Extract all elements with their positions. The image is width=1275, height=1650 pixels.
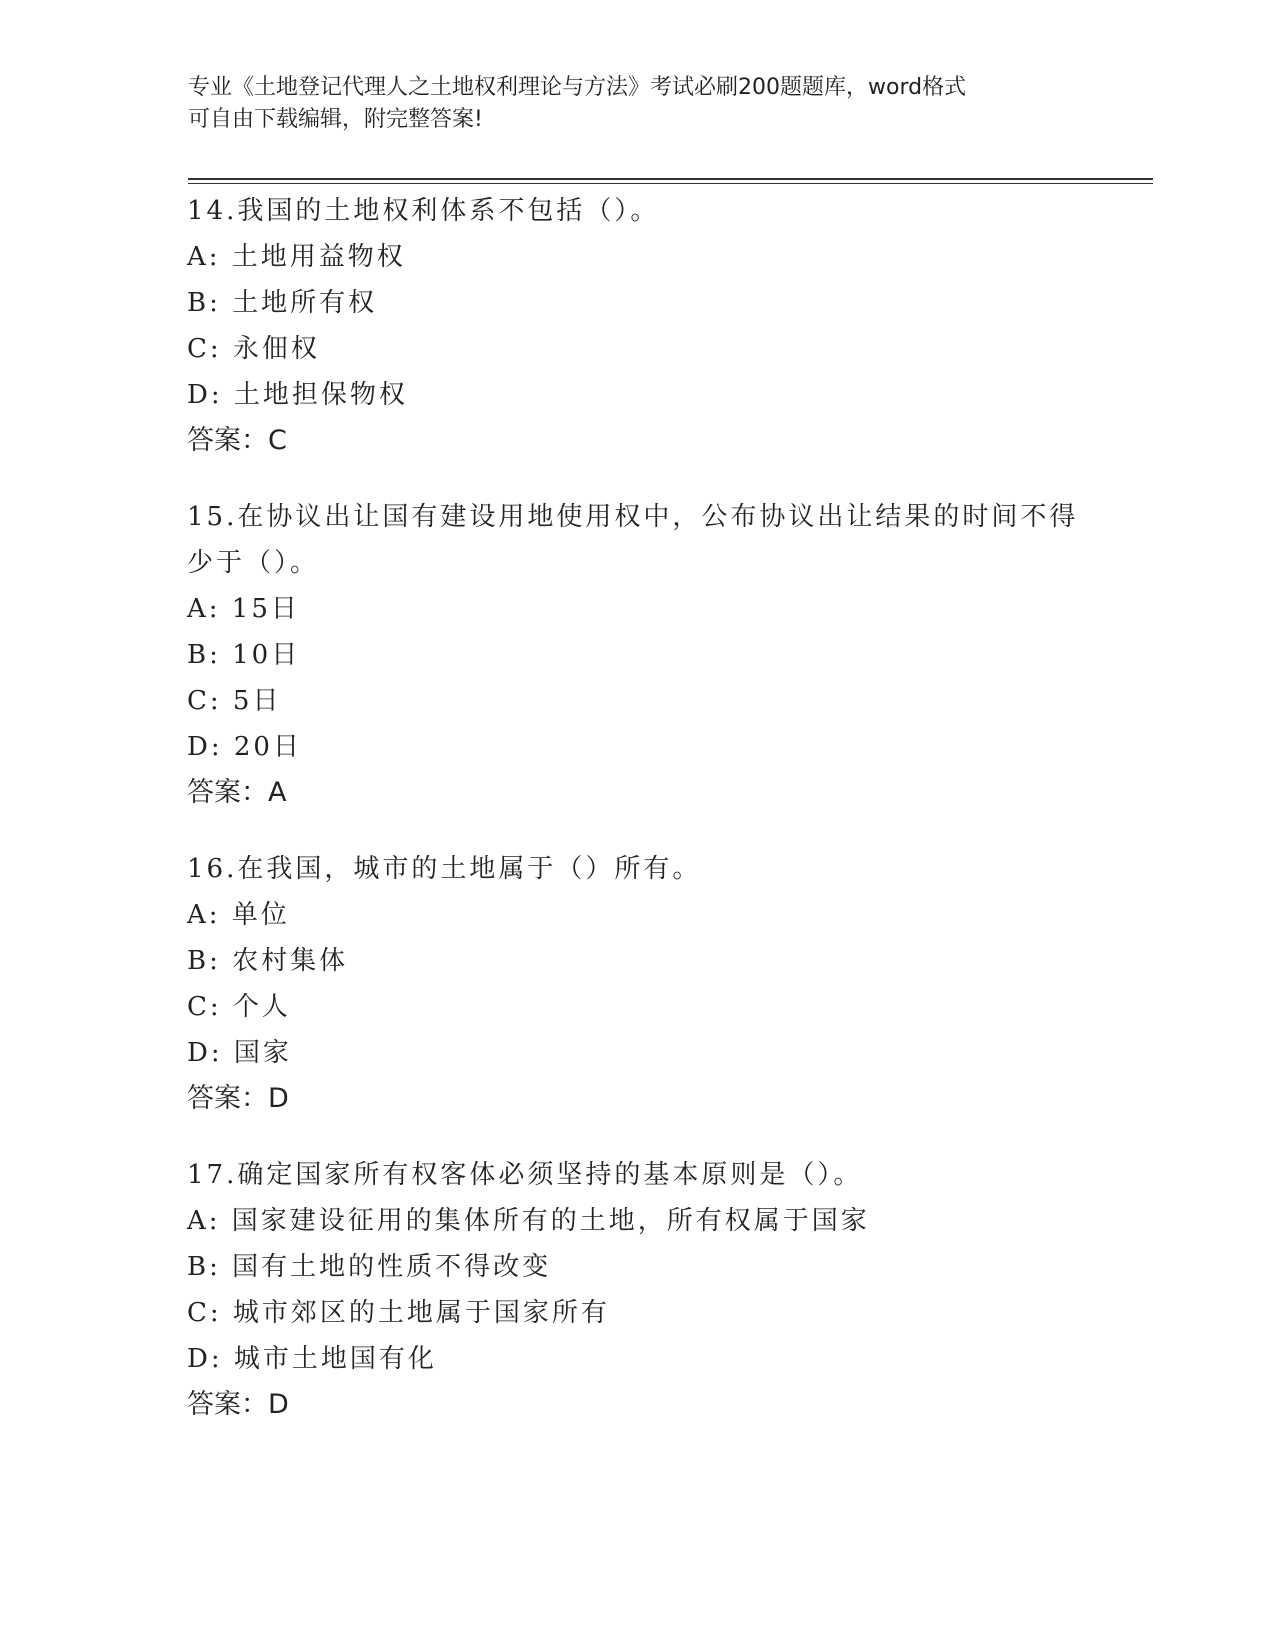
option-c: C: 5日	[187, 686, 282, 716]
option-a: A: 15日	[187, 594, 300, 624]
option-d: D: 国家	[187, 1038, 292, 1068]
option-c: C: 城市郊区的土地属于国家所有	[187, 1298, 610, 1328]
option-a: A: 土地用益物权	[187, 242, 406, 272]
option-b: B: 农村集体	[187, 946, 349, 976]
option-c: C: 永佃权	[187, 334, 320, 364]
question-stem: 16.在我国，城市的土地属于（）所有。	[187, 854, 702, 884]
option-b: B: 10日	[187, 640, 301, 670]
question-stem: 14.我国的土地权利体系不包括（）。	[187, 196, 660, 226]
answer-line: 答案：A	[187, 777, 287, 808]
option-b: B: 土地所有权	[187, 288, 378, 318]
question-stem-line-1: 15.在协议出让国有建设用地使用权中，公布协议出让结果的时间不得	[187, 502, 1079, 532]
option-d: D: 20日	[187, 732, 302, 762]
option-d: D: 土地担保物权	[187, 380, 408, 410]
question-stem-line-2: 少于（）。	[187, 548, 320, 578]
option-b: B: 国有土地的性质不得改变	[187, 1252, 552, 1282]
question-15	[187, 494, 1087, 816]
question-stem: 17.确定国家所有权客体必须坚持的基本原则是（）。	[187, 1160, 863, 1190]
document-header	[188, 72, 1068, 136]
header-line-2: 可自由下载编辑，附完整答案!	[188, 107, 483, 132]
answer-line: 答案：D	[187, 1083, 289, 1114]
header-divider-thin	[188, 183, 1153, 184]
question-14	[187, 188, 1087, 464]
question-16	[187, 846, 1087, 1122]
header-divider-thick	[188, 178, 1153, 180]
question-list	[187, 188, 1087, 1458]
answer-line: 答案：D	[187, 1389, 289, 1420]
question-17	[187, 1152, 1087, 1428]
option-d: D: 城市土地国有化	[187, 1344, 437, 1374]
option-a: A: 单位	[187, 900, 290, 930]
option-a: A: 国家建设征用的集体所有的土地，所有权属于国家	[187, 1206, 870, 1236]
option-c: C: 个人	[187, 992, 291, 1022]
header-line-1: 专业《土地登记代理人之土地权利理论与方法》考试必刷200题题库，word格式	[188, 75, 967, 100]
answer-line: 答案：C	[187, 425, 287, 456]
